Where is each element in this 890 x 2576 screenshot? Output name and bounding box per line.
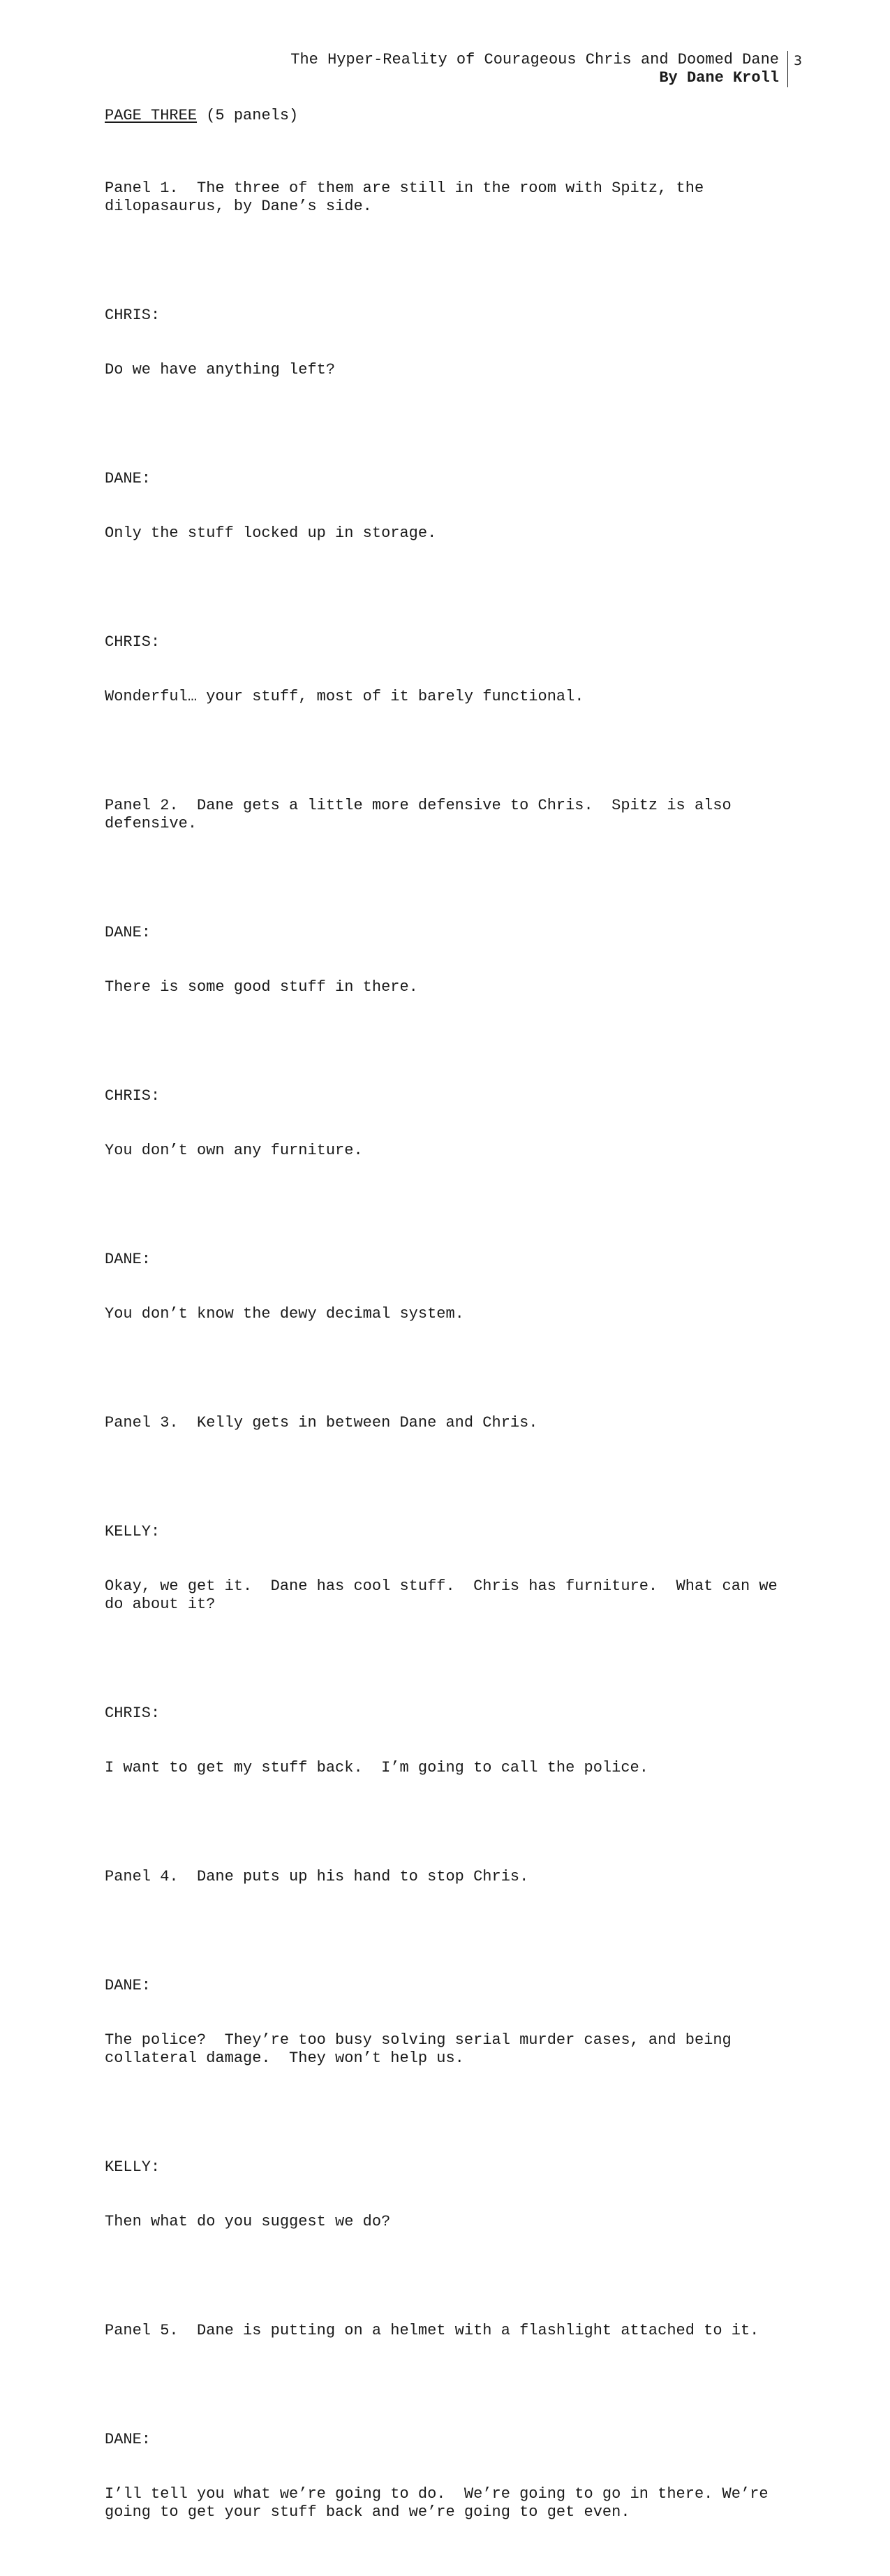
speaker-name: DANE: <box>105 924 151 941</box>
speaker-name: CHRIS: <box>105 633 161 651</box>
dialogue-line: There is some good stuff in there. <box>105 978 418 996</box>
script-title: The Hyper-Reality of Courageous Chris and Doomed Dane <box>290 51 779 68</box>
script-author: By Dane Kroll <box>659 69 779 87</box>
dialogue-block <box>105 1487 792 1650</box>
dialogue-block <box>105 1941 792 2104</box>
speaker-name: DANE: <box>105 470 151 487</box>
panel-text: Panel 5. Dane is putting on a helmet with a flashlight attached to it. <box>105 2322 759 2339</box>
speaker-name: DANE: <box>105 2431 151 2448</box>
dialogue-line: Only the stuff locked up in storage. <box>105 524 437 542</box>
script-body <box>105 107 792 2576</box>
page-number: 3 <box>794 53 803 68</box>
speaker-name: CHRIS: <box>105 1087 161 1105</box>
dialogue-line: Then what do you suggest we do? <box>105 2213 391 2230</box>
dialogue-block <box>105 2394 792 2558</box>
panel-description <box>105 143 792 252</box>
running-header <box>290 51 788 87</box>
dialogue-line: You don’t know the dewy decimal system. <box>105 1305 464 1323</box>
dialogue-line: I want to get my stuff back. I’m going to call the police. <box>105 1759 648 1776</box>
speaker-name: DANE: <box>105 1977 151 1994</box>
panel-description <box>105 760 792 869</box>
dialogue-block <box>105 434 792 579</box>
panel-text: Panel 4. Dane puts up his hand to stop Chris. <box>105 1868 529 1885</box>
panel-text: Panel 3. Kelly gets in between Dane and Chris. <box>105 1414 538 1431</box>
dialogue-line: I’ll tell you what we’re going to do. We’re going to go in there. We’re going to get your stuff back and we’re going to get even. <box>105 2485 778 2521</box>
dialogue-block <box>105 597 792 742</box>
speaker-name: CHRIS: <box>105 307 161 324</box>
dialogue-line: Wonderful… your stuff, most of it barely functional. <box>105 688 584 705</box>
dialogue-line: You don’t own any furniture. <box>105 1142 363 1159</box>
speaker-name: KELLY: <box>105 1523 161 1540</box>
panel-description <box>105 2286 792 2376</box>
dialogue-line: Do we have anything left? <box>105 361 336 378</box>
dialogue-block <box>105 1051 792 1196</box>
panel-description <box>105 1832 792 1922</box>
panel-text: Panel 2. Dane gets a little more defensive to Chris. Spitz is also defensive. <box>105 797 741 832</box>
speaker-name: DANE: <box>105 1251 151 1268</box>
speaker-name: KELLY: <box>105 2158 161 2176</box>
dialogue-block <box>105 2122 792 2267</box>
page-heading-panel-count: (5 panels) <box>197 107 299 124</box>
panel-description <box>105 1378 792 1469</box>
dialogue-block <box>105 1214 792 1360</box>
dialogue-line: The police? They’re too busy solving serial murder cases, and being collateral damage. They won’t help us. <box>105 2031 741 2067</box>
page-heading-label: PAGE THREE <box>105 107 198 124</box>
dialogue-block <box>105 888 792 1033</box>
dialogue-block <box>105 1668 792 1813</box>
speaker-name: CHRIS: <box>105 1705 161 1722</box>
dialogue-line: Okay, we get it. Dane has cool stuff. Chris has furniture. What can we do about it? <box>105 1577 787 1613</box>
dialogue-block <box>105 270 792 415</box>
panel-text: Panel 1. The three of them are still in the room with Spitz, the dilopasaurus, by Dane’s side. <box>105 179 713 215</box>
page-heading <box>105 107 792 125</box>
